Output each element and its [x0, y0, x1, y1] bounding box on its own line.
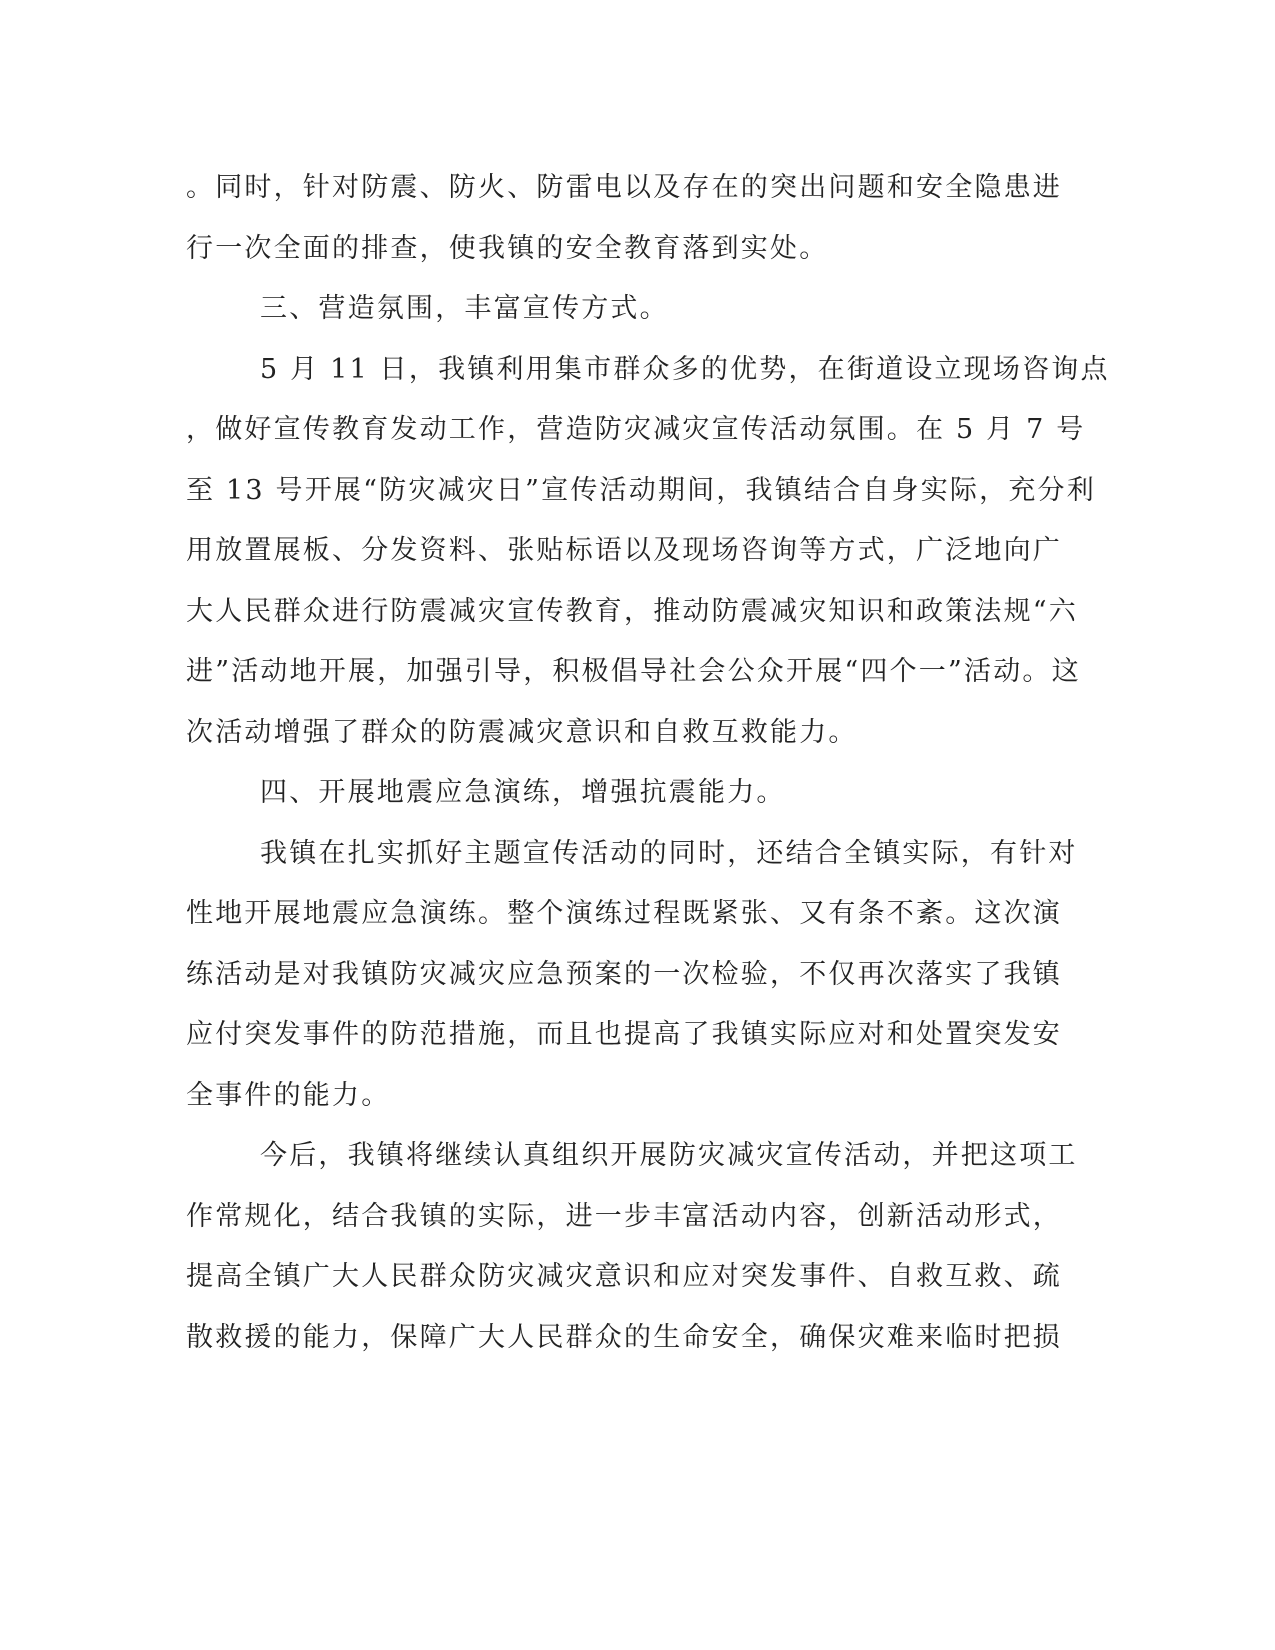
text-line: 散救援的能力，保障广大人民群众的生命安全，确保灾难来临时把损 — [186, 1321, 1062, 1353]
document-body — [186, 158, 1110, 1368]
text-line: 至 13 号开展“防灾减灾日”宣传活动期间，我镇结合自身实际，充分利 — [186, 474, 1096, 506]
text-line: 大人民群众进行防震减灾宣传教育，推动防震减灾知识和政策法规“六 — [186, 595, 1079, 627]
text-line: 今后，我镇将继续认真组织开展防灾减灾宣传活动，并把这项工 — [260, 1140, 1078, 1171]
text-line: 用放置展板、分发资料、张贴标语以及现场咨询等方式，广泛地向广 — [186, 535, 1062, 566]
text-line: 行一次全面的排查，使我镇的安全教育落到实处。 — [186, 232, 829, 264]
text-line: 全事件的能力。 — [186, 1079, 391, 1111]
text-line: 。同时，针对防震、防火、防雷电以及存在的突出问题和安全隐患进 — [186, 172, 1062, 203]
text-line: 应付突发事件的防范措施，而且也提高了我镇实际应对和处置突发安 — [186, 1019, 1062, 1050]
text-line: 进”活动地开展，加强引导，积极倡导社会公众开展“四个一”活动。这 — [186, 656, 1081, 687]
text-line: 5 月 11 日，我镇利用集市群众多的优势，在街道设立现场咨询点 — [260, 353, 1110, 385]
text-line: 作常规化，结合我镇的实际，进一步丰富活动内容，创新活动形式， — [186, 1200, 1062, 1232]
text-line: 提高全镇广大人民群众防灾减灾意识和应对突发事件、自救互救、疏 — [186, 1261, 1062, 1292]
section-heading-four: 四、开展地震应急演练，增强抗震能力。 — [260, 777, 786, 808]
text-line: ，做好宣传教育发动工作，营造防灾减灾宣传活动氛围。在 5 月 7 号 — [186, 414, 1086, 445]
text-line: 性地开展地震应急演练。整个演练过程既紧张、又有条不紊。这次演 — [186, 898, 1062, 929]
text-line: 次活动增强了群众的防震减灾意识和自救互救能力。 — [186, 716, 858, 748]
text-line: 练活动是对我镇防灾减灾应急预案的一次检验，不仅再次落实了我镇 — [186, 958, 1062, 990]
section-heading-three: 三、营造氛围，丰富宣传方式。 — [260, 293, 669, 324]
text-line: 我镇在扎实抓好主题宣传活动的同时，还结合全镇实际，有针对 — [260, 837, 1078, 869]
